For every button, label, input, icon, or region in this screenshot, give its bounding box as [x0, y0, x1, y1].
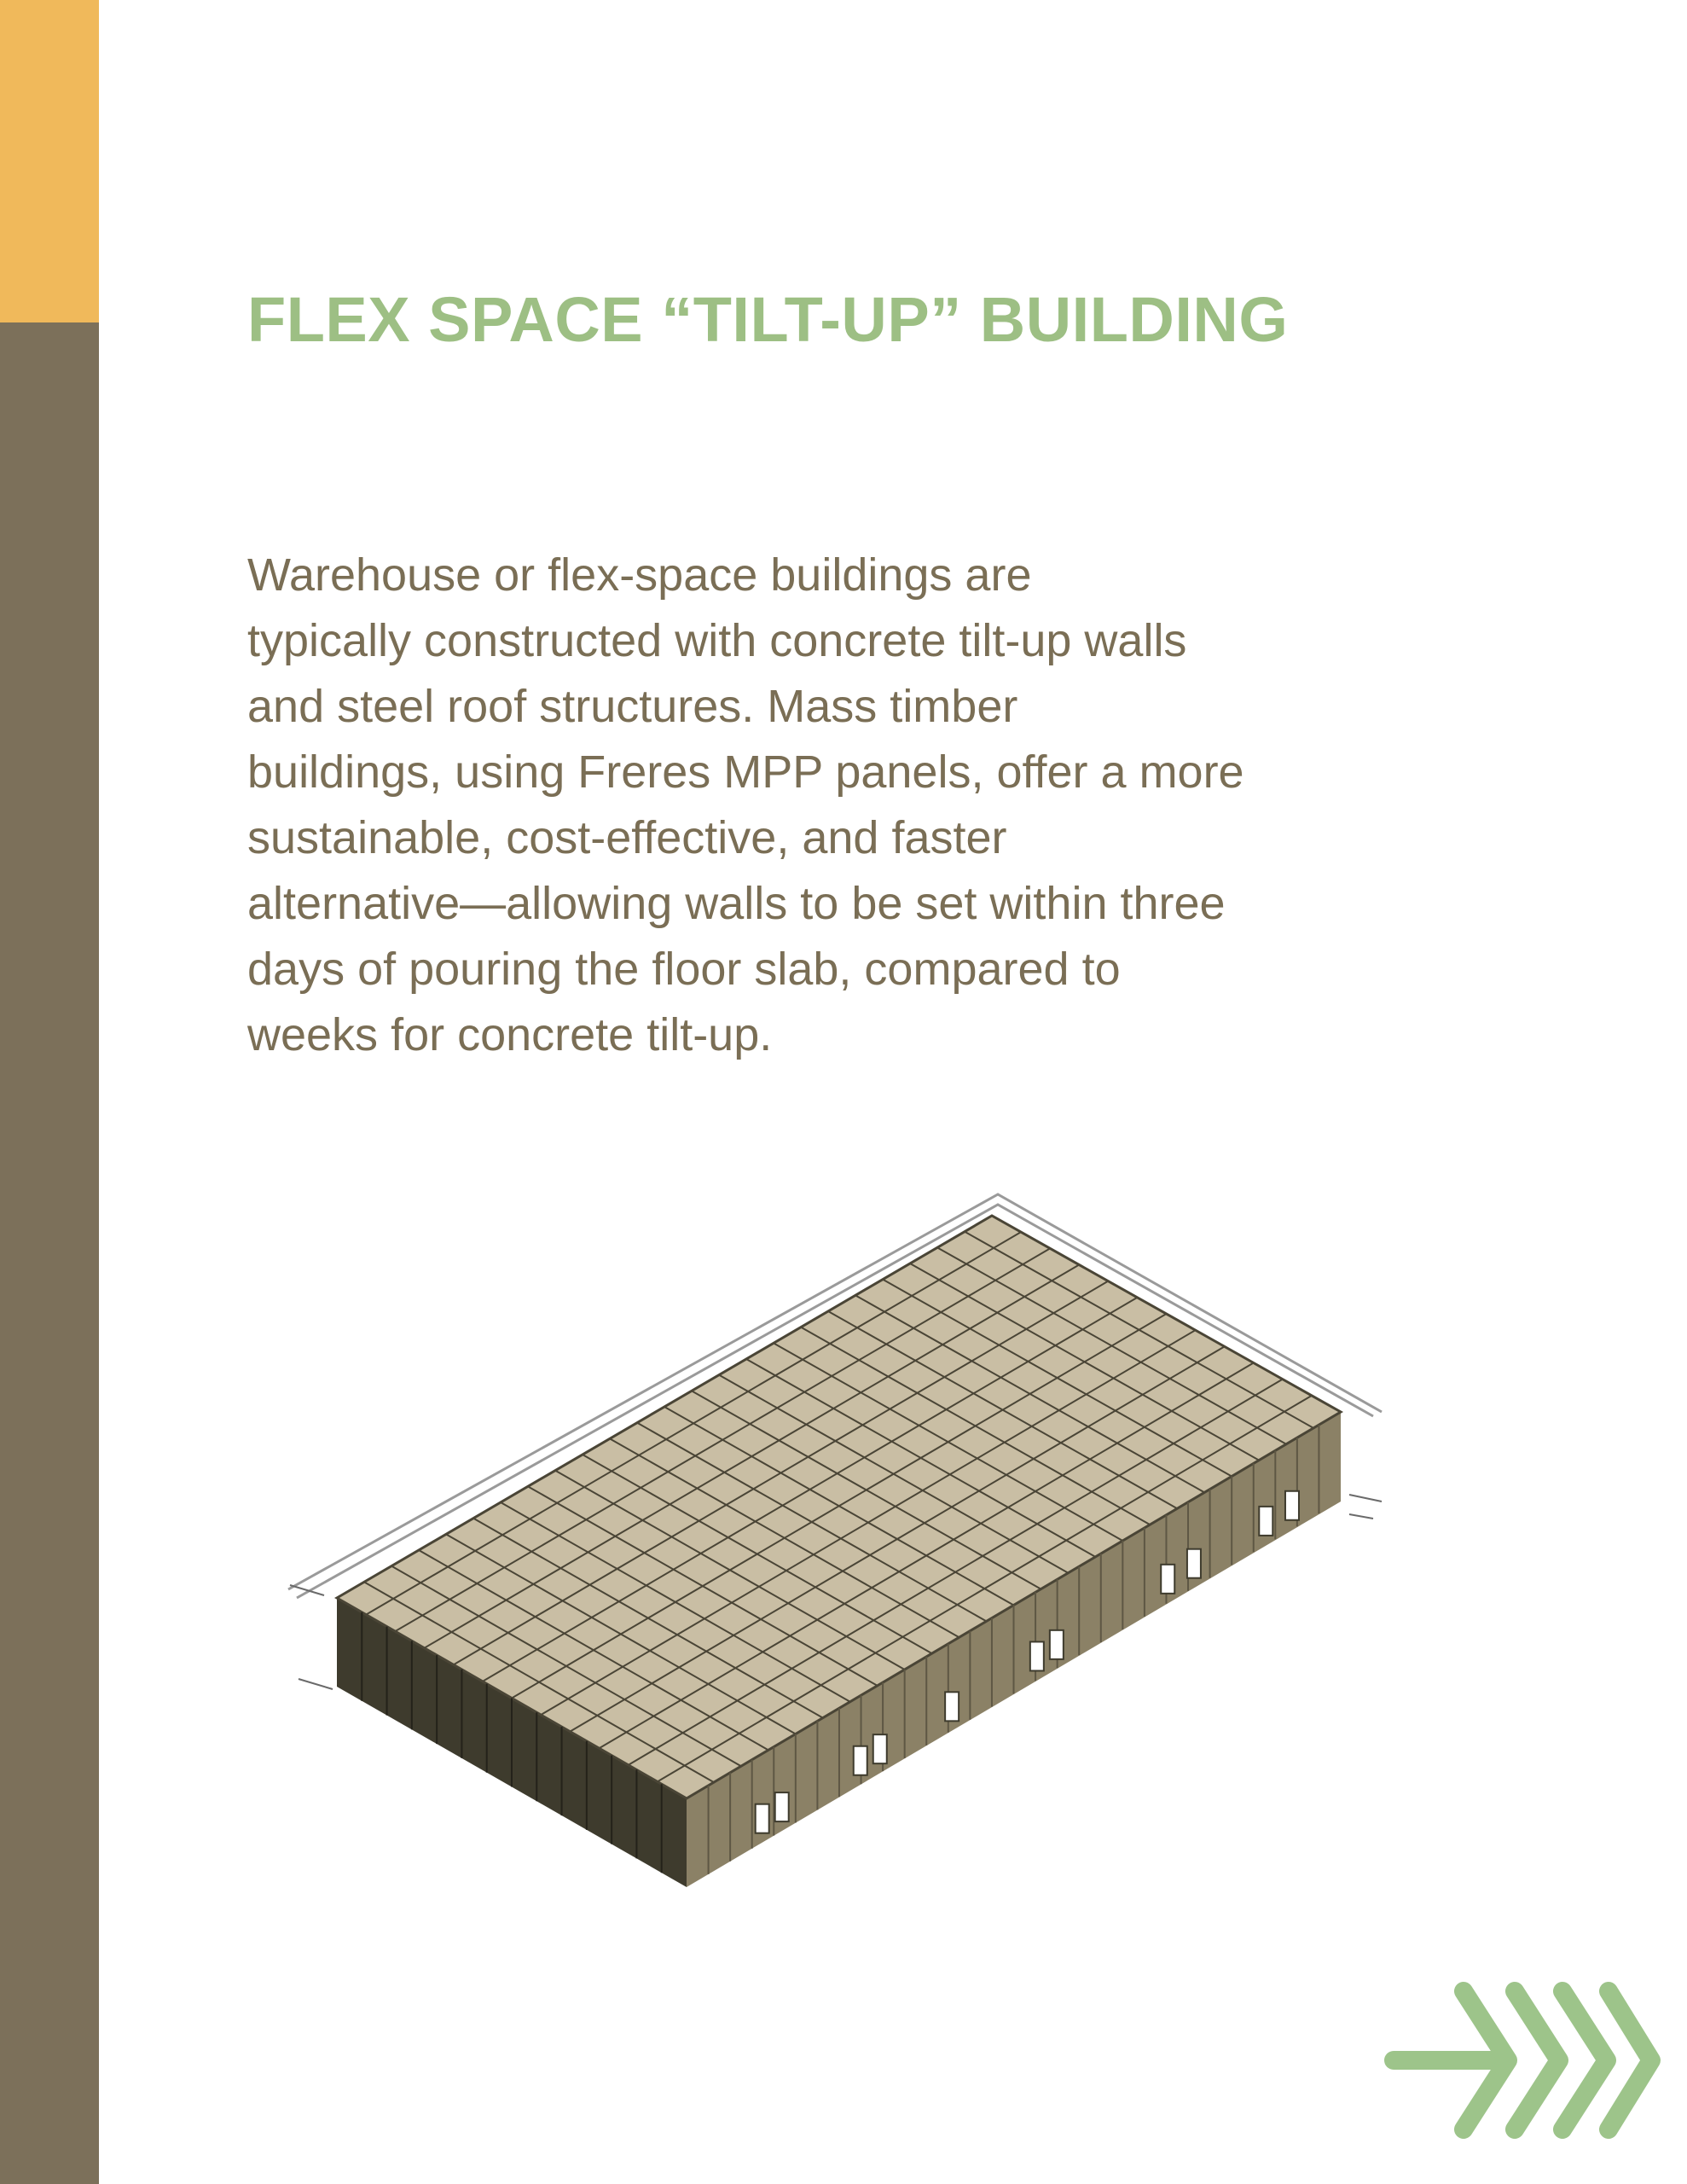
door — [854, 1746, 867, 1775]
door — [1161, 1565, 1174, 1594]
body-paragraph — [247, 543, 1458, 1068]
door — [1030, 1641, 1044, 1670]
sidebar-accent-top — [0, 0, 99, 322]
chevron-arrow-logo-icon — [1382, 1979, 1663, 2141]
door — [1259, 1507, 1272, 1536]
isometric-building-model-icon — [273, 1177, 1399, 1928]
body-line: typically constructed with concrete tilt-up walls — [247, 615, 1187, 666]
door — [873, 1734, 887, 1763]
door — [775, 1792, 789, 1821]
body-line: Warehouse or flex-space buildings are — [247, 549, 1032, 601]
body-line: weeks for concrete tilt-up. — [247, 1009, 773, 1060]
page-title: FLEX SPACE “TILT-UP” BUILDING — [247, 284, 1289, 355]
door — [1285, 1491, 1299, 1520]
body-line: days of pouring the floor slab, compared to — [247, 944, 1121, 995]
body-line: buildings, using Freres MPP panels, offer a more — [247, 746, 1244, 798]
door — [945, 1692, 959, 1721]
sidebar-accent-bottom — [0, 322, 99, 2184]
door — [1050, 1630, 1064, 1659]
body-line: alternative—allowing walls to be set within three — [247, 878, 1226, 929]
door — [1187, 1549, 1201, 1578]
door — [756, 1804, 769, 1833]
body-line: and steel roof structures. Mass timber — [247, 681, 1018, 732]
body-line: sustainable, cost-effective, and faster — [247, 812, 1007, 863]
